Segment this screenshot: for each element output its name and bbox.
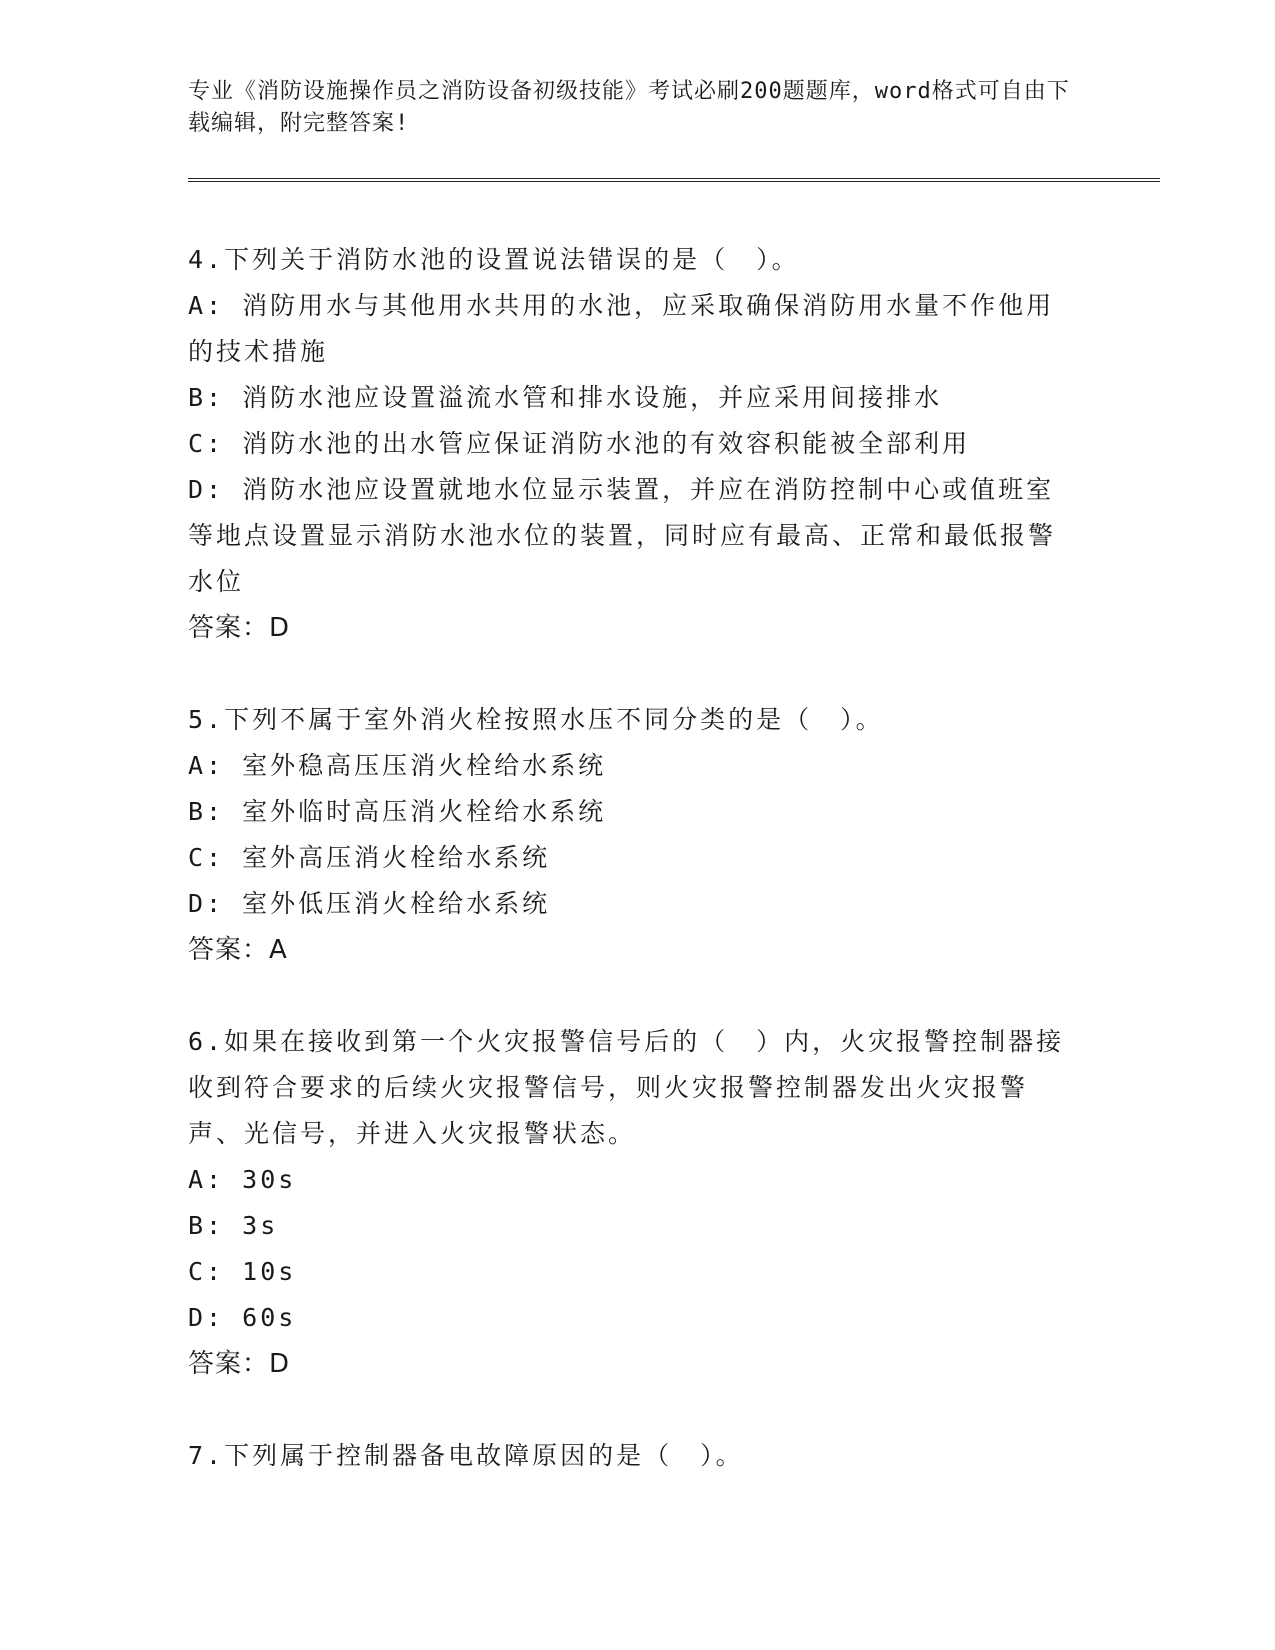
option-c: C: 消防水池的出水管应保证消防水池的有效容积能被全部利用 [188, 429, 971, 458]
option-c: C: 10s [188, 1257, 297, 1286]
answer-label: 答案：D [188, 613, 291, 643]
question-list [188, 237, 1088, 1525]
option-d: D: 室外低压消火栓给水系统 [188, 889, 551, 918]
option-b: B: 消防水池应设置溢流水管和排水设施，并应采用间接排水 [188, 383, 943, 412]
header-divider [188, 178, 1160, 182]
question-stem: 4.下列关于消防水池的设置说法错误的是（ ）。 [188, 245, 800, 274]
question-stem: 6.如果在接收到第一个火灾报警信号后的（ ）内，火灾报警控制器接收到符合要求的后续火灾报警信号，则火灾报警控制器发出火灾报警声、光信号，并进入火灾报警状态。 [188, 1027, 1065, 1148]
document-header: 专业《消防设施操作员之消防设备初级技能》考试必刷200题题库，word格式可自由下载编辑，附完整答案! [188, 79, 1070, 136]
question-stem: 7.下列属于控制器备电故障原因的是（ ）。 [188, 1441, 744, 1470]
question-6 [188, 1019, 1088, 1387]
option-b: B: 室外临时高压消火栓给水系统 [188, 797, 607, 826]
option-a: A: 室外稳高压压消火栓给水系统 [188, 751, 607, 780]
question-4 [188, 237, 1088, 651]
option-d: D: 消防水池应设置就地水位显示装置，并应在消防控制中心或值班室等地点设置显示消防水池水位的装置，同时应有最高、正常和最低报警水位 [188, 475, 1057, 596]
question-stem: 5.下列不属于室外消火栓按照水压不同分类的是（ ）。 [188, 705, 884, 734]
option-b: B: 3s [188, 1211, 279, 1240]
option-a: A: 30s [188, 1165, 297, 1194]
option-c: C: 室外高压消火栓给水系统 [188, 843, 551, 872]
answer-label: 答案：A [188, 935, 288, 965]
answer-label: 答案：D [188, 1349, 291, 1379]
option-d: D: 60s [188, 1303, 297, 1332]
option-a: A: 消防用水与其他用水共用的水池，应采取确保消防用水量不作他用的技术措施 [188, 291, 1055, 366]
question-5 [188, 697, 1088, 973]
question-7 [188, 1433, 1088, 1479]
